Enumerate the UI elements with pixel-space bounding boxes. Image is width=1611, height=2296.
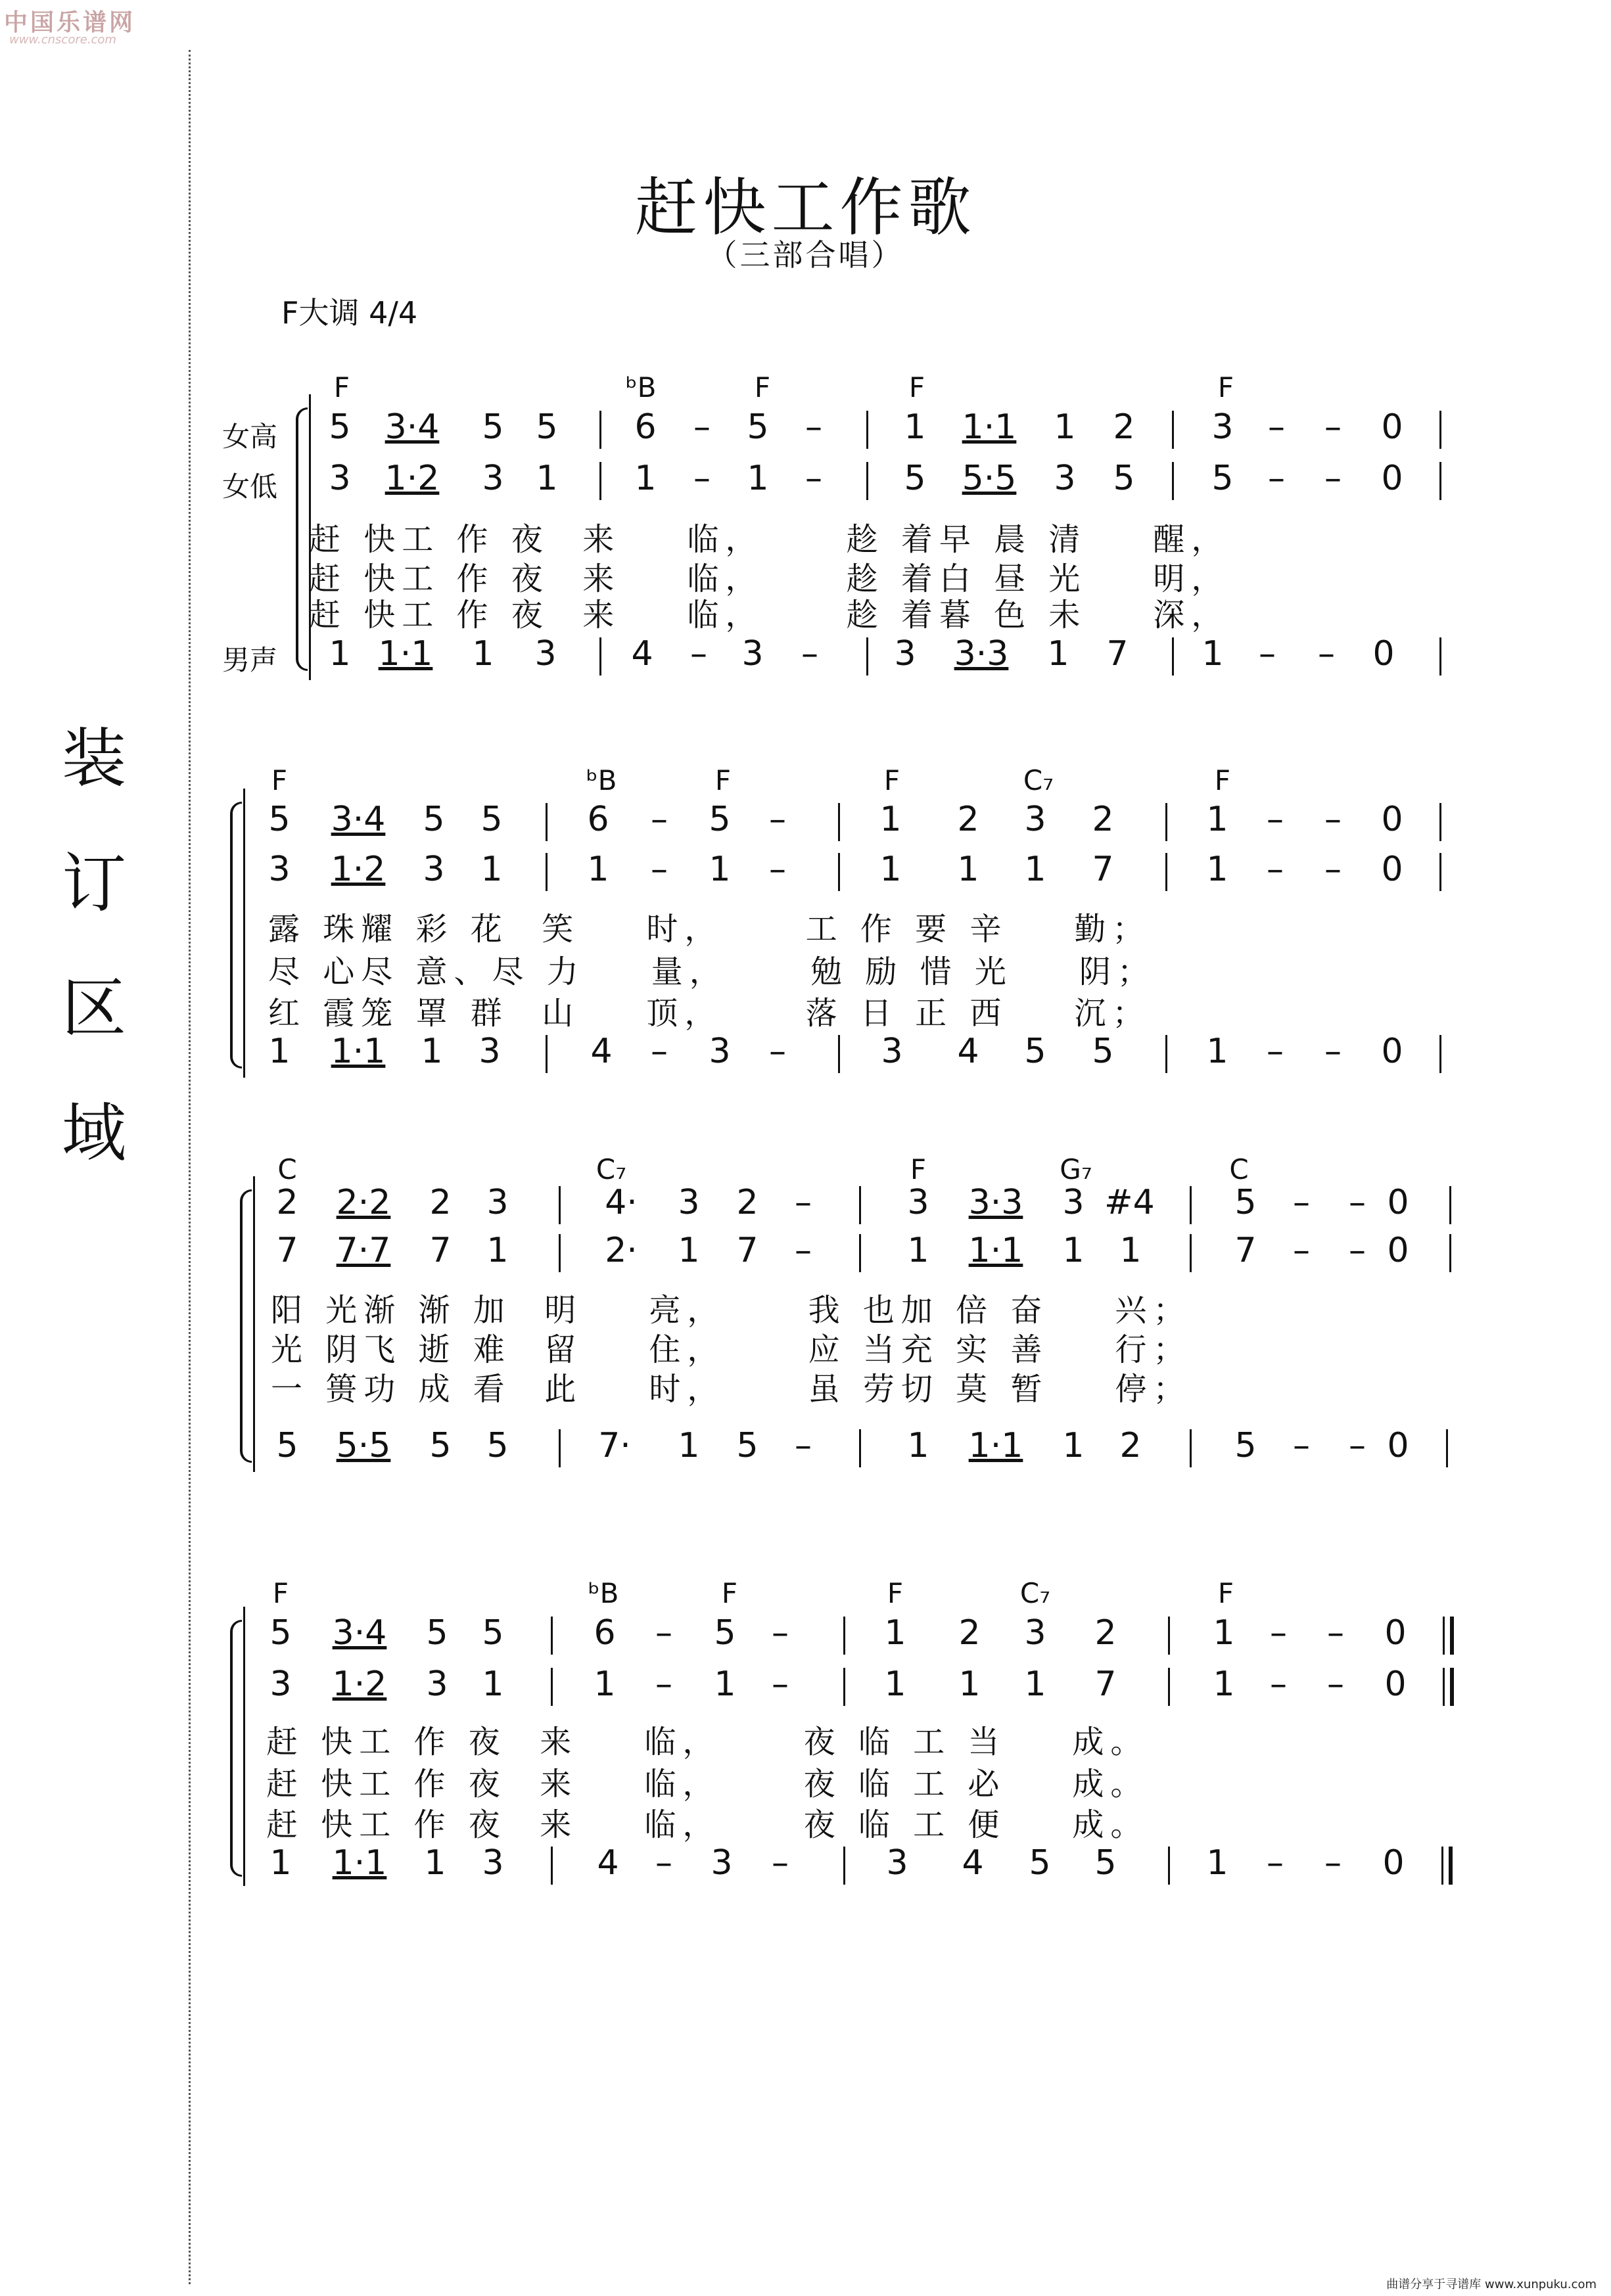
alto-note: – bbox=[1270, 1665, 1287, 1704]
barline bbox=[1439, 462, 1441, 500]
male-note: 1·1 bbox=[332, 1843, 387, 1883]
voice-label-alto: 女低 bbox=[222, 471, 278, 503]
soprano-note: 5 bbox=[536, 407, 558, 447]
alto-note: 1·1 bbox=[968, 1231, 1023, 1270]
soprano-note: 2 bbox=[276, 1183, 298, 1222]
soprano-note: 3 bbox=[1211, 407, 1234, 447]
barline bbox=[559, 1186, 561, 1224]
male-note: – bbox=[801, 634, 818, 674]
lyrics-line: 赶 快工 作 夜 来 临， 夜 临 工 当 成。 bbox=[266, 1724, 1149, 1760]
lyrics-line: 光 阴飞 逝 难 留 住， 应 当充 实 善 行； bbox=[271, 1331, 1192, 1368]
alto-note: 7 bbox=[276, 1231, 298, 1270]
lyrics-line: 一 篑功 成 看 此 时， 虽 劳切 莫 暂 停； bbox=[271, 1371, 1192, 1408]
soprano-note: 1 bbox=[904, 407, 926, 447]
chord-symbol: F bbox=[754, 371, 771, 403]
alto-note: – bbox=[772, 1665, 789, 1704]
alto-note: 3 bbox=[426, 1665, 448, 1704]
alto-note: 7·7 bbox=[336, 1231, 391, 1270]
alto-note: 0 bbox=[1387, 1231, 1409, 1270]
alto-note: 2· bbox=[605, 1231, 638, 1270]
male-note: – bbox=[1324, 1032, 1342, 1071]
male-note: – bbox=[1349, 1426, 1366, 1465]
male-note: 4 bbox=[631, 634, 653, 674]
barline bbox=[599, 462, 601, 500]
alto-note: 5 bbox=[1113, 459, 1135, 498]
voice-label-male: 男声 bbox=[222, 644, 278, 676]
soprano-note: – bbox=[769, 800, 786, 839]
alto-note: – bbox=[1324, 850, 1342, 889]
soprano-note: 6 bbox=[634, 407, 657, 447]
male-note: 1 bbox=[1062, 1426, 1085, 1465]
male-note: 1 bbox=[268, 1032, 291, 1071]
song-subtitle: （三部合唱） bbox=[707, 237, 904, 273]
male-note: 3 bbox=[894, 634, 916, 674]
chord-symbol: F bbox=[908, 371, 925, 403]
footer-credit: 曲谱分享于寻谱库 www.xunpuku.com bbox=[1386, 2278, 1597, 2291]
male-note: 5·5 bbox=[336, 1426, 391, 1465]
barline bbox=[1165, 803, 1167, 841]
alto-note: 3 bbox=[329, 459, 351, 498]
barline bbox=[1439, 803, 1441, 841]
system-left-barline bbox=[243, 789, 245, 1078]
alto-note: 1 bbox=[1062, 1231, 1085, 1270]
soprano-note: 1 bbox=[1206, 800, 1228, 839]
alto-note: – bbox=[1267, 850, 1284, 889]
soprano-note: 0 bbox=[1384, 1613, 1407, 1653]
binding-char: 域 bbox=[61, 1096, 126, 1171]
soprano-note: 3 bbox=[1024, 800, 1046, 839]
soprano-note: 5 bbox=[268, 800, 291, 839]
soprano-note: 3·3 bbox=[968, 1183, 1023, 1222]
lyrics-line: 红 霞笼 罩 群 山 顶， 落 日 正 西 沉； bbox=[268, 995, 1151, 1032]
binding-dotted-line bbox=[189, 50, 191, 2284]
soprano-note: 2 bbox=[736, 1183, 759, 1222]
system-left-barline bbox=[253, 1176, 255, 1472]
barline bbox=[551, 1847, 553, 1885]
barline bbox=[1172, 411, 1174, 449]
soprano-note: 5 bbox=[714, 1613, 736, 1653]
soprano-note: – bbox=[651, 800, 668, 839]
barline bbox=[1190, 1429, 1192, 1467]
male-note: 1 bbox=[424, 1843, 446, 1883]
alto-note: – bbox=[651, 850, 668, 889]
alto-note: 5 bbox=[1211, 459, 1234, 498]
alto-note: 1 bbox=[1119, 1231, 1142, 1270]
male-note: 1 bbox=[907, 1426, 929, 1465]
chord-symbol: F bbox=[271, 764, 288, 796]
male-note: – bbox=[772, 1843, 789, 1883]
alto-note: 1 bbox=[1213, 1665, 1235, 1704]
barline bbox=[599, 637, 601, 676]
male-note: – bbox=[655, 1843, 672, 1883]
male-note: 0 bbox=[1387, 1426, 1409, 1465]
alto-note: 1·2 bbox=[385, 459, 440, 498]
barline bbox=[546, 803, 548, 841]
barline bbox=[559, 1429, 561, 1467]
soprano-note: 3 bbox=[486, 1183, 509, 1222]
chord-symbol: F bbox=[721, 1577, 738, 1609]
alto-note: 0 bbox=[1384, 1665, 1407, 1704]
barline bbox=[1446, 1429, 1448, 1467]
alto-note: 7 bbox=[1234, 1231, 1257, 1270]
soprano-note: 1 bbox=[879, 800, 902, 839]
male-note: 1 bbox=[472, 634, 494, 674]
chord-symbol: C₇ bbox=[595, 1153, 627, 1185]
binding-char: 订 bbox=[61, 846, 126, 921]
barline bbox=[866, 637, 868, 676]
barline bbox=[866, 411, 868, 449]
system-left-barline bbox=[243, 1607, 245, 1886]
barline bbox=[838, 803, 840, 841]
alto-note: 1 bbox=[1206, 850, 1228, 889]
barline bbox=[1441, 1847, 1453, 1885]
soprano-note: 5 bbox=[269, 1613, 292, 1653]
watermark-url: www.cnscore.com bbox=[9, 33, 116, 47]
chord-symbol: F bbox=[1217, 371, 1234, 403]
lyrics-line: 赶 快工 作 夜 来 临， 夜 临 工 便 成。 bbox=[266, 1806, 1149, 1843]
male-note: 3 bbox=[881, 1032, 903, 1071]
soprano-note: – bbox=[1267, 800, 1284, 839]
alto-note: 5 bbox=[904, 459, 926, 498]
chord-symbol: C bbox=[1229, 1153, 1249, 1185]
soprano-note: 5 bbox=[329, 407, 351, 447]
barline bbox=[1439, 853, 1441, 891]
barline bbox=[843, 1617, 845, 1655]
chord-symbol: G₇ bbox=[1060, 1153, 1092, 1185]
alto-note: – bbox=[1268, 459, 1285, 498]
barline bbox=[1168, 1668, 1170, 1706]
alto-note: 1 bbox=[884, 1665, 906, 1704]
alto-note: 3 bbox=[423, 850, 445, 889]
male-note: 4 bbox=[597, 1843, 619, 1883]
barline bbox=[838, 853, 840, 891]
male-note: 4 bbox=[957, 1032, 979, 1071]
barline bbox=[843, 1668, 845, 1706]
alto-note: 1 bbox=[747, 459, 769, 498]
lyrics-line: 阳 光渐 渐 加 明 亮， 我 也加 倍 奋 兴； bbox=[271, 1292, 1192, 1329]
male-note: 3·3 bbox=[954, 634, 1009, 674]
barline bbox=[551, 1668, 553, 1706]
chord-symbol: F bbox=[714, 764, 732, 796]
alto-note: 3 bbox=[1054, 459, 1076, 498]
alto-note: 1 bbox=[482, 1665, 504, 1704]
male-note: 0 bbox=[1382, 1843, 1405, 1883]
barline bbox=[838, 1035, 840, 1073]
male-note: – bbox=[769, 1032, 786, 1071]
key-time-signature: F大调 4/4 bbox=[281, 295, 418, 331]
alto-note: 1 bbox=[879, 850, 902, 889]
chord-symbol: C bbox=[277, 1153, 297, 1185]
alto-note: 1·2 bbox=[332, 1665, 387, 1704]
male-note: 5 bbox=[1092, 1032, 1114, 1071]
male-note: – bbox=[1318, 634, 1335, 674]
soprano-note: 0 bbox=[1381, 800, 1403, 839]
lyrics-line: 赶 快工 作 夜 来 临， 夜 临 工 必 成。 bbox=[266, 1766, 1149, 1802]
male-note: 7· bbox=[598, 1426, 631, 1465]
soprano-note: 6 bbox=[587, 800, 609, 839]
barline bbox=[1443, 1617, 1454, 1655]
soprano-note: – bbox=[1324, 407, 1342, 447]
barline bbox=[859, 1234, 861, 1272]
male-note: 5 bbox=[1024, 1032, 1046, 1071]
male-note: 3 bbox=[741, 634, 764, 674]
alto-note: – bbox=[693, 459, 711, 498]
lyrics-line: 赶 快工 作 夜 来 临， 趁 着暮 色 未 深， bbox=[309, 597, 1230, 633]
binding-area-label bbox=[58, 697, 130, 1196]
male-note: – bbox=[795, 1426, 812, 1465]
soprano-note: 5 bbox=[1234, 1183, 1257, 1222]
soprano-note: – bbox=[1268, 407, 1285, 447]
system-brace bbox=[230, 1620, 242, 1877]
alto-note: 1 bbox=[480, 850, 503, 889]
song-title: 赶快工作歌 bbox=[634, 171, 977, 244]
soprano-note: – bbox=[655, 1613, 672, 1653]
alto-note: 7 bbox=[1092, 850, 1114, 889]
chord-symbol: F bbox=[1214, 764, 1231, 796]
soprano-note: 5 bbox=[480, 800, 503, 839]
soprano-note: 3 bbox=[678, 1183, 700, 1222]
alto-note: – bbox=[1327, 1665, 1344, 1704]
male-note: 2 bbox=[1119, 1426, 1142, 1465]
soprano-note: 5 bbox=[747, 407, 769, 447]
barline bbox=[1165, 1035, 1167, 1073]
alto-note: 1 bbox=[709, 850, 731, 889]
chord-symbol: F bbox=[887, 1577, 904, 1609]
male-note: 1·1 bbox=[331, 1032, 386, 1071]
alto-note: – bbox=[1349, 1231, 1366, 1270]
soprano-note: – bbox=[1327, 1613, 1344, 1653]
soprano-note: 2 bbox=[1092, 800, 1114, 839]
chord-symbol: ᵇB bbox=[588, 1577, 619, 1609]
alto-note: – bbox=[1293, 1231, 1310, 1270]
male-note: 1 bbox=[269, 1843, 292, 1883]
alto-note: 1 bbox=[1024, 1665, 1046, 1704]
alto-note: – bbox=[1324, 459, 1342, 498]
male-note: 1 bbox=[329, 634, 351, 674]
barline bbox=[1449, 1186, 1451, 1224]
alto-note: 1 bbox=[678, 1231, 700, 1270]
chord-symbol: F bbox=[333, 371, 350, 403]
male-note: 5 bbox=[1094, 1843, 1117, 1883]
barline bbox=[1443, 1668, 1454, 1706]
binding-char: 区 bbox=[61, 971, 126, 1046]
alto-note: 3 bbox=[268, 850, 291, 889]
binding-char: 装 bbox=[61, 722, 126, 796]
male-note: 1·1 bbox=[378, 634, 433, 674]
male-note: 3 bbox=[709, 1032, 731, 1071]
soprano-note: 0 bbox=[1381, 407, 1403, 447]
male-note: 1 bbox=[1202, 634, 1224, 674]
alto-note: – bbox=[795, 1231, 812, 1270]
soprano-note: 2 bbox=[957, 800, 979, 839]
soprano-note: 5 bbox=[709, 800, 731, 839]
male-note: 1 bbox=[1206, 1843, 1228, 1883]
male-note: 1 bbox=[1047, 634, 1069, 674]
alto-note: – bbox=[655, 1665, 672, 1704]
male-note: 5 bbox=[276, 1426, 298, 1465]
barline bbox=[843, 1847, 845, 1885]
male-note: 1 bbox=[1206, 1032, 1228, 1071]
male-note: – bbox=[690, 634, 707, 674]
soprano-note: 5 bbox=[482, 1613, 504, 1653]
male-note: 0 bbox=[1372, 634, 1395, 674]
barline bbox=[1439, 1035, 1441, 1073]
chord-symbol: F bbox=[883, 764, 900, 796]
soprano-note: 1·1 bbox=[962, 407, 1017, 447]
alto-note: 1 bbox=[907, 1231, 929, 1270]
alto-note: 5·5 bbox=[962, 459, 1017, 498]
chord-symbol: F bbox=[1217, 1577, 1234, 1609]
alto-note: 3 bbox=[269, 1665, 292, 1704]
voice-label-soprano: 女高 bbox=[222, 421, 278, 453]
male-note: 3 bbox=[711, 1843, 733, 1883]
soprano-note: 2·2 bbox=[336, 1183, 391, 1222]
soprano-note: 0 bbox=[1387, 1183, 1409, 1222]
soprano-note: – bbox=[1293, 1183, 1310, 1222]
alto-note: 1 bbox=[536, 459, 558, 498]
soprano-note: – bbox=[1270, 1613, 1287, 1653]
soprano-note: 2 bbox=[958, 1613, 981, 1653]
watermark-logo: 中国乐谱网 bbox=[4, 9, 136, 36]
soprano-note: 3 bbox=[907, 1183, 929, 1222]
barline bbox=[1439, 637, 1441, 676]
alto-note: 1 bbox=[634, 459, 657, 498]
lyrics-line: 露 珠耀 彩 花 笑 时， 工 作 要 辛 勤； bbox=[268, 911, 1151, 948]
alto-note: 1 bbox=[714, 1665, 736, 1704]
soprano-note: 3·4 bbox=[332, 1613, 387, 1653]
soprano-note: – bbox=[795, 1183, 812, 1222]
male-note: – bbox=[1259, 634, 1276, 674]
male-note: 3 bbox=[886, 1843, 908, 1883]
barline bbox=[1172, 637, 1174, 676]
barline bbox=[546, 1035, 548, 1073]
barline bbox=[859, 1429, 861, 1467]
alto-note: 3 bbox=[482, 459, 504, 498]
barline bbox=[1190, 1234, 1192, 1272]
soprano-note: – bbox=[1324, 800, 1342, 839]
male-note: 4 bbox=[962, 1843, 984, 1883]
barline bbox=[1168, 1617, 1170, 1655]
male-note: – bbox=[1267, 1843, 1284, 1883]
male-note: 5 bbox=[486, 1426, 509, 1465]
lyrics-line: 赶 快工 作 夜 来 临， 趁 着白 昼 光 明， bbox=[309, 561, 1230, 597]
male-note: 5 bbox=[429, 1426, 452, 1465]
chord-symbol: F bbox=[272, 1577, 289, 1609]
alto-note: 0 bbox=[1381, 850, 1403, 889]
male-note: – bbox=[1267, 1032, 1284, 1071]
lyrics-line: 赶 快工 作 夜 来 临， 趁 着早 晨 清 醒， bbox=[309, 521, 1230, 558]
soprano-note: 5 bbox=[423, 800, 445, 839]
male-note: 3 bbox=[479, 1032, 501, 1071]
alto-note: 1 bbox=[486, 1231, 509, 1270]
alto-note: 7 bbox=[1094, 1665, 1117, 1704]
male-note: 1 bbox=[678, 1426, 700, 1465]
barline bbox=[1449, 1234, 1451, 1272]
soprano-note: 2 bbox=[1113, 407, 1135, 447]
barline bbox=[546, 853, 548, 891]
soprano-note: 2 bbox=[1094, 1613, 1117, 1653]
alto-note: 1 bbox=[594, 1665, 616, 1704]
soprano-note: 6 bbox=[594, 1613, 616, 1653]
male-note: 5 bbox=[1029, 1843, 1051, 1883]
system-brace bbox=[240, 1189, 252, 1463]
male-note: 1 bbox=[421, 1032, 443, 1071]
male-note: – bbox=[651, 1032, 668, 1071]
male-note: 4 bbox=[590, 1032, 613, 1071]
alto-note: 7 bbox=[736, 1231, 759, 1270]
chord-symbol: ᵇB bbox=[625, 371, 657, 403]
soprano-note: 3·4 bbox=[385, 407, 440, 447]
chord-symbol: ᵇB bbox=[586, 764, 617, 796]
alto-note: 1 bbox=[957, 850, 979, 889]
soprano-note: 4· bbox=[605, 1183, 638, 1222]
soprano-note: #4 bbox=[1104, 1183, 1155, 1222]
system-brace bbox=[296, 407, 308, 671]
barline bbox=[1165, 853, 1167, 891]
system-brace bbox=[230, 802, 242, 1068]
soprano-note: 2 bbox=[429, 1183, 452, 1222]
barline bbox=[859, 1186, 861, 1224]
barline bbox=[559, 1234, 561, 1272]
soprano-note: 3·4 bbox=[331, 800, 386, 839]
male-note: – bbox=[1293, 1426, 1310, 1465]
alto-note: 1 bbox=[958, 1665, 981, 1704]
barline bbox=[1172, 462, 1174, 500]
chord-symbol: C₇ bbox=[1019, 1577, 1051, 1609]
soprano-note: 1 bbox=[1213, 1613, 1235, 1653]
alto-note: 1 bbox=[587, 850, 609, 889]
alto-note: – bbox=[805, 459, 822, 498]
soprano-note: – bbox=[772, 1613, 789, 1653]
soprano-note: 3 bbox=[1024, 1613, 1046, 1653]
barline bbox=[1439, 411, 1441, 449]
barline bbox=[551, 1617, 553, 1655]
soprano-note: 1 bbox=[1054, 407, 1076, 447]
chord-symbol: C₇ bbox=[1023, 764, 1054, 796]
barline bbox=[1190, 1186, 1192, 1224]
male-note: – bbox=[1324, 1843, 1342, 1883]
male-note: 1·1 bbox=[968, 1426, 1023, 1465]
male-note: 0 bbox=[1381, 1032, 1403, 1071]
soprano-note: – bbox=[805, 407, 822, 447]
lyrics-line: 尽 心尽 意、尽 力 量， 勉 励 惜 光 阴； bbox=[268, 953, 1156, 990]
soprano-note: 1 bbox=[884, 1613, 906, 1653]
soprano-note: 5 bbox=[426, 1613, 448, 1653]
alto-note: 0 bbox=[1381, 459, 1403, 498]
barline bbox=[866, 462, 868, 500]
soprano-note: 3 bbox=[1062, 1183, 1085, 1222]
alto-note: – bbox=[769, 850, 786, 889]
male-note: 3 bbox=[534, 634, 557, 674]
chord-symbol: F bbox=[910, 1153, 927, 1185]
barline bbox=[1168, 1847, 1170, 1885]
soprano-note: – bbox=[1349, 1183, 1366, 1222]
male-note: 5 bbox=[1234, 1426, 1257, 1465]
barline bbox=[599, 411, 601, 449]
male-note: 5 bbox=[736, 1426, 759, 1465]
alto-note: 1 bbox=[1024, 850, 1046, 889]
alto-note: 7 bbox=[429, 1231, 452, 1270]
alto-note: 1·2 bbox=[331, 850, 386, 889]
soprano-note: – bbox=[693, 407, 711, 447]
male-note: 3 bbox=[482, 1843, 504, 1883]
soprano-note: 5 bbox=[482, 407, 504, 447]
male-note: 7 bbox=[1106, 634, 1129, 674]
